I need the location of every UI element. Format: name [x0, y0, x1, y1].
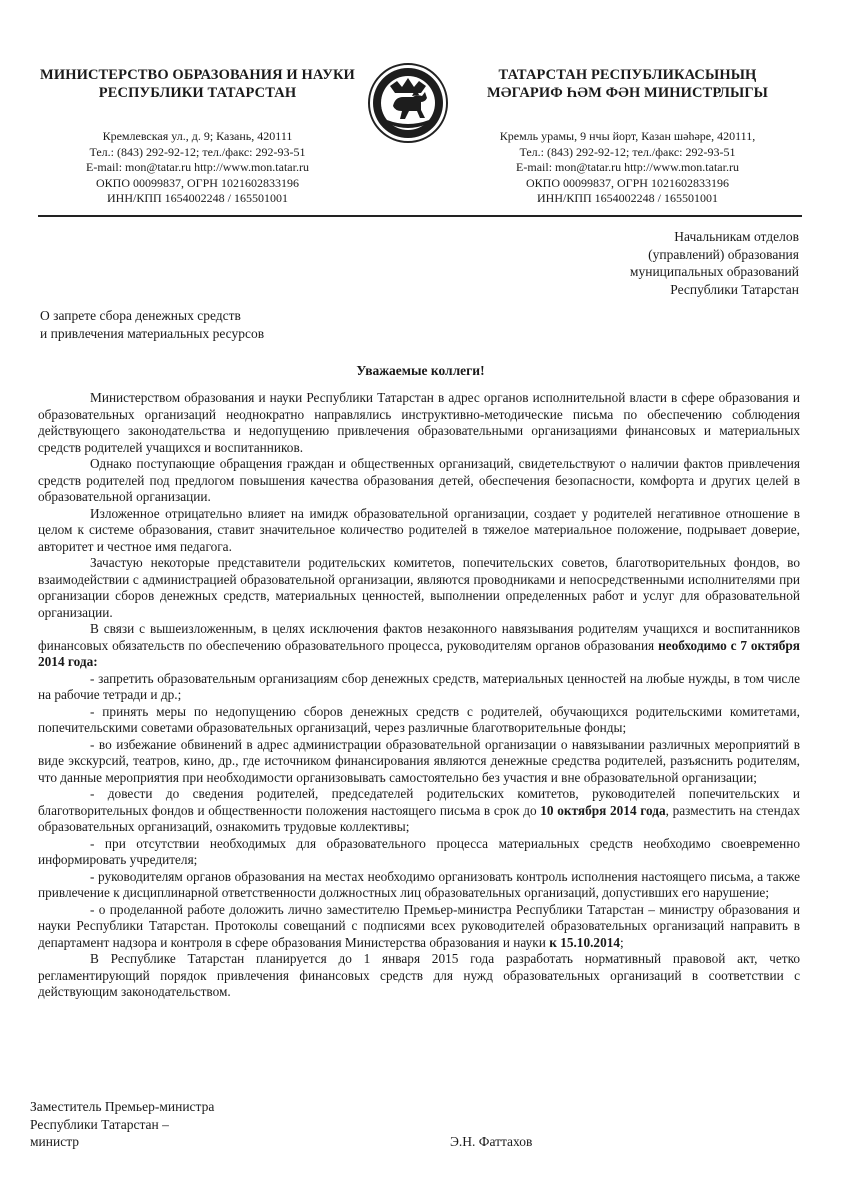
addressee-line: Начальникам отделов: [674, 229, 799, 244]
addressee-line: (управлений) образования: [648, 246, 799, 262]
addressee-line: муниципальных образований: [629, 264, 799, 279]
list-item: - во избежание обвинений в адрес администрации образовательной организации о навязывании различных мероприятий в виде экскурсий, театров, кино, др., где источником финансирования являются денежные средства родителей, разъяснить родителям, что данные мероприятия при необходимости организовывать самостоятельно без участия и вне образовательной организации;: [38, 736, 800, 785]
list-item: - запретить образовательным организациям сбор денежных средств, материальных ценностей на любые нужды, в том числе на рабочие тетради и др.;: [38, 670, 800, 702]
subject-line: и привлечения материальных ресурсов: [40, 325, 265, 341]
body-paragraph: [38, 621, 800, 671]
item-text: ;: [620, 934, 624, 950]
email-ru: E-mail: mon@tatar.ru http://www.mon.tatar.ru: [86, 160, 309, 175]
address-tt: Кремль урамы, 9 нчы йорт, Казан шәһәре, 420111,: [499, 129, 756, 143]
position-line: министр: [30, 1134, 80, 1149]
okpo-tt: ОКПО 00099837, ОГРН 1021602833196: [526, 175, 729, 190]
body-paragraph: Однако поступающие обращения граждан и общественных организаций, свидетельствуют о наличии фактов привлечения средств родителей под предлогом повышения качества образования детей, обеспечения безопасности, комфорта и других целей в образовательной организации.: [38, 456, 800, 504]
phone-ru: Тел.: (843) 292-92-12; тел./факс: 292-93-51: [89, 144, 306, 159]
ministry-header-tatar: [455, 66, 800, 207]
letter-body: [38, 390, 800, 1001]
deadline-bold: необходимо с 7 октября 2014 года:: [38, 637, 800, 669]
item-text: - о проделанной работе доложить лично заместителю Премьер-министра Республики Татарстан – министру образования и науки Республики Татарстан. Протоколы совещаний с подписями всех руководителей образовательных организаций направить в департамент надзора и контроля в сфере образования Министерства образования и науки: [38, 901, 800, 950]
email-tt: E-mail: mon@tatar.ru http://www.mon.tatar.ru: [516, 160, 739, 175]
list-item: [38, 902, 800, 952]
list-item: - принять меры по недопущению сборов денежных средств с родителей, обучающихся родительскими комитетами, попечительскими советами образовательных организаций, через различные благотворительные фонды;: [38, 703, 800, 735]
position-line: Республики Татарстан –: [30, 1116, 169, 1132]
body-paragraph: Изложенное отрицательно влияет на имидж образовательной организации, создает у родителей негативное отношение в целом к системе образования, ставит значительное количество родителей в тяжелое материальное положение, подрывает доверие, авторитет и честное имя педагога.: [38, 505, 800, 554]
header-divider: [38, 215, 802, 217]
signatory-position: [30, 1098, 214, 1151]
phone-tt: Тел.: (843) 292-92-12; тел./факс: 292-93-51: [519, 144, 736, 159]
address-ru: Кремлевская ул., д. 9; Казань, 420111: [102, 129, 293, 143]
list-item: - при отсутствии необходимых для образовательного процесса материальных средств необходимо своевременно информировать учредителя;: [38, 835, 800, 867]
body-paragraph: В Республике Татарстан планируется до 1 января 2015 года разработать нормативный правовой акт, четко регламентирующий порядок привлечения финансовых средств для нужд образовательных организаций в соответствии с действующим законодательством.: [38, 951, 800, 999]
item-text: - довести до сведения родителей, председателей родительских комитетов, руководителей попечительских и благотворительных фондов и общественности положения настоящего письма в срок до: [38, 786, 800, 818]
ministry-title-ru-line1: МИНИСТЕРСТВО ОБРАЗОВАНИЯ И НАУКИ: [40, 67, 355, 83]
addressee-block: [630, 228, 799, 298]
paragraph-text: В связи с вышеизложенным, в целях исключения фактов незаконного навязывания родителям учащихся и воспитанников финансовых обязательств по обеспечению образовательного процесса, руководителям органов образования: [38, 621, 800, 653]
signatory-name: Э.Н. Фаттахов: [450, 1134, 533, 1149]
ministry-header-russian: [30, 66, 365, 207]
coat-of-arms-icon: [367, 62, 449, 144]
salutation: Уважаемые коллеги!: [356, 363, 485, 378]
deadline-bold: 10 октября 2014 года: [540, 802, 666, 818]
position-line: Заместитель Премьер-министра: [30, 1099, 215, 1114]
inn-tt: ИНН/КПП 1654002248 / 165501001: [536, 191, 718, 206]
inn-ru: ИНН/КПП 1654002248 / 165501001: [106, 191, 288, 206]
ministry-title-ru-line2: РЕСПУБЛИКИ ТАТАРСТАН: [98, 85, 297, 101]
okpo-ru: ОКПО 00099837, ОГРН 1021602833196: [96, 175, 299, 190]
deadline-bold: к 15.10.2014: [549, 934, 621, 950]
list-item: [38, 786, 800, 836]
list-item: - руководителям органов образования на местах необходимо организовать контроль исполнения настоящего письма, а также привлечение к дисциплинарной ответственности должностных лиц образовательных организаций, допустивших его нарушение;: [38, 868, 800, 900]
letter-subject: [40, 307, 264, 342]
body-paragraph: Министерством образования и науки Республики Татарстан в адрес органов исполнительной власти в сфере образования и образовательных организаций неоднократно направлялись инструктивно-методические письма по обеспечению соблюдения действующего законодательства и недопущению привлечения образовательными организациями финансовых и материальных средств родителей учащихся и воспитанников.: [38, 390, 800, 455]
item-text: , разместить на стендах образовательных организаций, ознакомить трудовые коллективы;: [38, 802, 801, 834]
subject-line: О запрете сбора денежных средств: [40, 308, 241, 323]
ministry-title-tt-line2: МӘГАРИФ ҺӘМ ФӘН МИНИСТРЛЫГЫ: [486, 85, 769, 101]
ministry-title-tt-line1: ТАТАРСТАН РЕСПУБЛИКАСЫНЫҢ: [498, 67, 757, 83]
addressee-line: Республики Татарстан: [670, 281, 799, 297]
body-paragraph: Зачастую некоторые представители родительских комитетов, попечительских советов, благотворительных фондов, во взаимодействии с администрацией образовательной организации, являются проводниками и непосредственными исполнителями при организации сборов денежных средств, материальных ценностей, выполнении определенных работ и услуг для образовательной организации.: [38, 555, 800, 620]
